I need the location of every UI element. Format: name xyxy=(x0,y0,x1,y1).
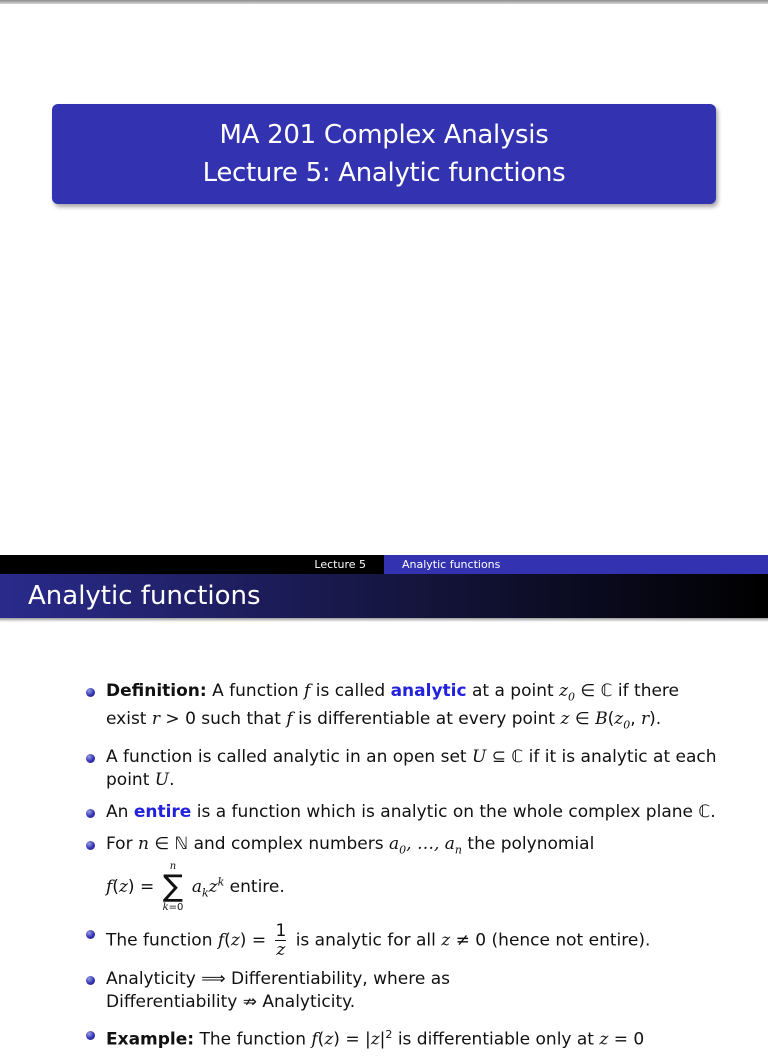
term-analytic: analytic xyxy=(390,681,467,701)
bullet-icon xyxy=(86,809,95,818)
course-title: MA 201 Complex Analysis xyxy=(219,120,549,150)
text: A function is called analytic in an open set xyxy=(106,746,467,767)
list-item: Analyticity ⟹ Differentiability, where as Differentiability ⇏ Analyticity. xyxy=(84,968,724,1014)
text: Analyticity xyxy=(106,969,196,990)
nav-section[interactable]: Lecture 5 xyxy=(0,555,384,574)
text: An xyxy=(106,801,129,822)
text: A function xyxy=(212,681,299,701)
text: if there exist xyxy=(106,681,680,730)
bullet-icon xyxy=(86,841,95,850)
text: at a point xyxy=(471,681,554,701)
title-banner xyxy=(52,104,716,204)
frame-title-shadow xyxy=(0,618,768,622)
text: is differentiable only at xyxy=(397,1029,594,1050)
top-rule xyxy=(0,0,768,4)
fraction: $\frac{1}{z}$ xyxy=(275,921,287,961)
text: and complex numbers xyxy=(193,833,384,854)
text: The function xyxy=(106,930,213,951)
text: such that xyxy=(201,709,281,730)
text: The function xyxy=(199,1029,306,1050)
text: the polynomial xyxy=(467,833,595,854)
text: is called xyxy=(315,681,386,701)
bullet-icon xyxy=(86,1031,95,1040)
text: (hence not entire). xyxy=(491,930,651,951)
text: if it is analytic at each point xyxy=(106,746,717,790)
bullet-list xyxy=(84,680,724,1061)
list-item: A function is called analytic in an open set U ⊆ ℂ if it is analytic at each point U. xyxy=(84,746,724,792)
headline-bar xyxy=(0,555,768,574)
text: For xyxy=(106,833,133,854)
summation: n ∑ k=0 xyxy=(162,861,184,914)
lecture-title: Lecture 5: Analytic functions xyxy=(202,158,566,188)
definition-label: Definition: xyxy=(106,681,207,701)
list-item: For n ∈ ℕ and complex numbers $a_0$, …, $a_n$ the polynomial f(z) = n ∑ k=0 $a_kz^k$ entire. xyxy=(84,833,724,913)
text: Differentiability, where as xyxy=(230,969,451,990)
text: Analyticity. xyxy=(262,992,356,1013)
example-label: Example: xyxy=(106,1029,195,1050)
text: is differentiable at every point xyxy=(298,709,556,730)
list-item: Definition: A function f is called analytic at a point $z_0$ ∈ ℂ if there exist r > 0 such that f is differentiable at every point z ∈ $B(z_0$, r). xyxy=(84,680,724,737)
text: entire. xyxy=(229,877,285,898)
nav-subsection[interactable]: Analytic functions xyxy=(384,555,768,574)
list-item: The function f(z) = $\frac{1}{z}$ is analytic for all z ≠ 0 (hence not entire). xyxy=(84,922,724,959)
list-item: Example: The function $f(z) = |z|^2$ is differentiable only at z = 0 xyxy=(84,1023,724,1052)
text: Differentiability xyxy=(106,992,238,1013)
list-item: An entire is a function which is analytic on the whole complex plane ℂ. xyxy=(84,801,724,824)
bullet-icon xyxy=(86,930,95,939)
bullet-icon xyxy=(86,976,95,985)
text: is analytic for all xyxy=(295,930,436,951)
text: is a function which is analytic on the whole complex plane xyxy=(196,801,693,822)
frame-title: Analytic functions xyxy=(0,574,768,618)
term-entire: entire xyxy=(133,801,192,822)
bullet-icon xyxy=(86,754,95,763)
bullet-icon xyxy=(86,688,95,697)
